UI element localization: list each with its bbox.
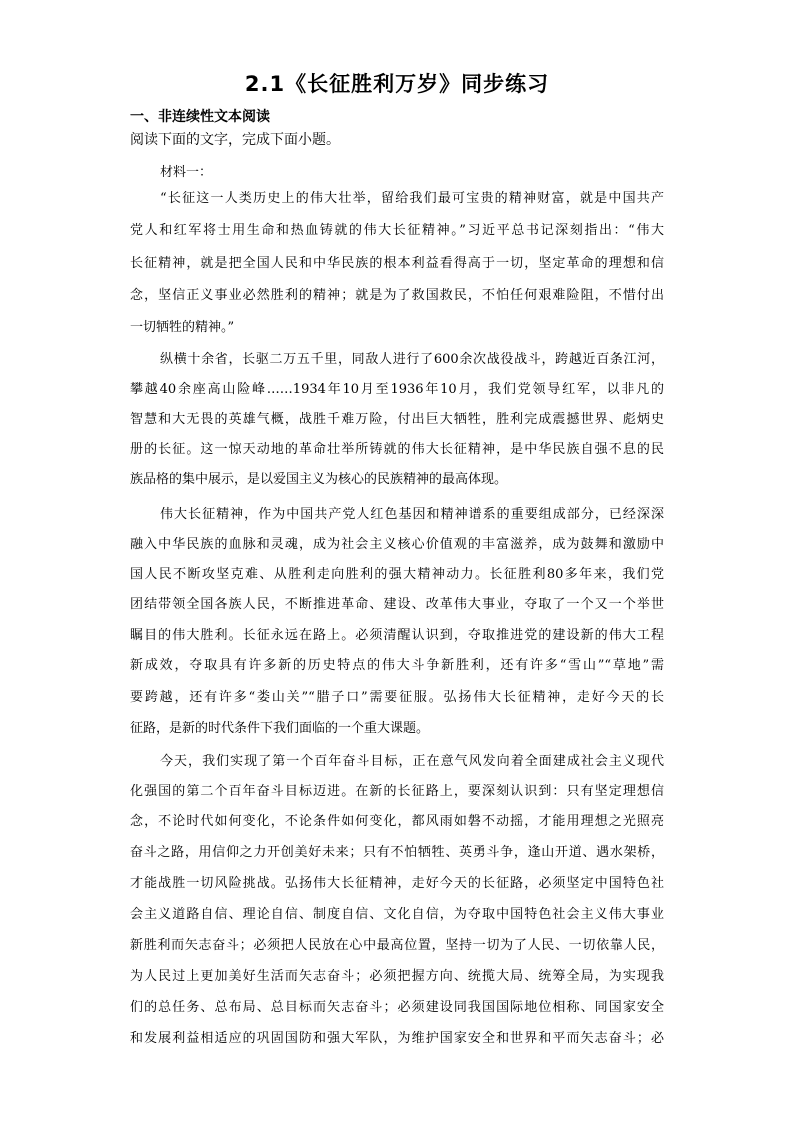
text-line: 智慧和大无畏的英雄气概，战胜千难万险，付出巨大牺牲，胜利完成震撼世界、彪炳史 — [130, 412, 664, 427]
text-line: 融入中华民族的血脉和灵魂，成为社会主义核心价值观的丰富滋养，成为鼓舞和激励中 — [130, 537, 664, 552]
text-line: 册的长征。这一惊天动地的革命壮举所铸就的伟大长征精神，是中华民族自强不息的民 — [130, 442, 664, 457]
document-title: 2.1《长征胜利万岁》同步练习 — [244, 72, 550, 96]
text-line: 族品格的集中展示，是以爱国主义为核心的民族精神的最高体现。 — [130, 472, 508, 487]
text-line: 要跨越，还有许多“娄山关”“腊子口”需要征服。弘扬伟大长征精神，走好今天的长 — [130, 690, 664, 705]
text-line: 国人民不断攻坚克难、从胜利走向胜利的强大精神动力。长征胜利80多年来，我们党 — [130, 567, 664, 582]
text-line: 长征精神，就是把全国人民和中华民族的根本利益看得高于一切，坚定革命的理想和信 — [130, 256, 664, 271]
text-line: 才能战胜一切风险挑战。弘扬伟大长征精神，走好今天的长征路，必须坚定中国特色社 — [130, 876, 664, 891]
reading-instruction: 阅读下面的文字，完成下面小题。 — [130, 132, 340, 148]
text-line: 会主义道路自信、理论自信、制度自信、文化自信，为夺取中国特色社会主义伟大事业 — [130, 907, 664, 922]
text-line: “长征这一人类历史上的伟大壮举，留给我们最可宝贵的精神财富，就是中国共产 — [160, 191, 664, 206]
text-line: 新胜利而矢志奋斗；必须把人民放在心中最高位置，坚持一切为了人民、一切依靠人民， — [130, 938, 664, 953]
text-line: 党人和红军将士用生命和热血铸就的伟大长征精神。”习近平总书记深刻指出：“伟大 — [130, 223, 664, 238]
text-line: 攀越40余座高山险峰……1934年10月至1936年10月，我们党领导红军，以非凡的 — [130, 382, 664, 397]
text-line: 新成效，夺取具有许多新的历史特点的伟大斗争新胜利，还有许多“雪山”“草地”需 — [130, 658, 664, 673]
text-line: 们的总任务、总布局、总目标而矢志奋斗；必须建设同我国国际地位相称、同国家安全 — [130, 1000, 664, 1015]
text-line: 今天，我们实现了第一个百年奋斗目标，正在意气风发向着全面建成社会主义现代 — [160, 754, 664, 769]
text-line: 化强国的第二个百年奋斗目标迈进。在新的长征路上，要深刻认识到：只有坚定理想信 — [130, 784, 664, 799]
section-heading: 一、非连续性文本阅读 — [130, 109, 270, 125]
material-label: 材料一： — [160, 165, 213, 180]
text-line: 奋斗之路，用信仰之力开创美好未来；只有不怕牺牲、英勇斗争，逢山开道、遇水架桥， — [130, 845, 664, 860]
text-line: 征路，是新的时代条件下我们面临的一个重大课题。 — [130, 721, 430, 736]
text-line: 伟大长征精神，作为中国共产党人红色基因和精神谱系的重要组成部分，已经深深 — [160, 507, 664, 522]
text-line: 为人民过上更加美好生活而矢志奋斗；必须把握方向、统揽大局、统筹全局，为实现我 — [130, 969, 664, 984]
text-line: 和发展利益相适应的巩固国防和强大军队，为维护国家安全和世界和平而矢志奋斗；必 — [130, 1031, 664, 1046]
text-line: 一切牺牲的精神。” — [130, 320, 235, 335]
text-line: 念，坚信正义事业必然胜利的精神；就是为了救国救民，不怕任何艰难险阻，不惜付出 — [130, 288, 664, 303]
text-line: 团结带领全国各族人民，不断推进革命、建设、改革伟大事业，夺取了一个又一个举世 — [130, 597, 664, 612]
text-line: 瞩目的伟大胜利。长征永远在路上。必须清醒认识到，夺取推进党的建设新的伟大工程 — [130, 628, 664, 643]
text-line: 纵横十余省，长驱二万五千里，同敌人进行了600余次战役战斗，跨越近百条江河， — [160, 352, 664, 367]
text-line: 念，不论时代如何变化，不论条件如何变化，都风雨如磐不动摇，才能用理想之光照亮 — [130, 814, 664, 829]
